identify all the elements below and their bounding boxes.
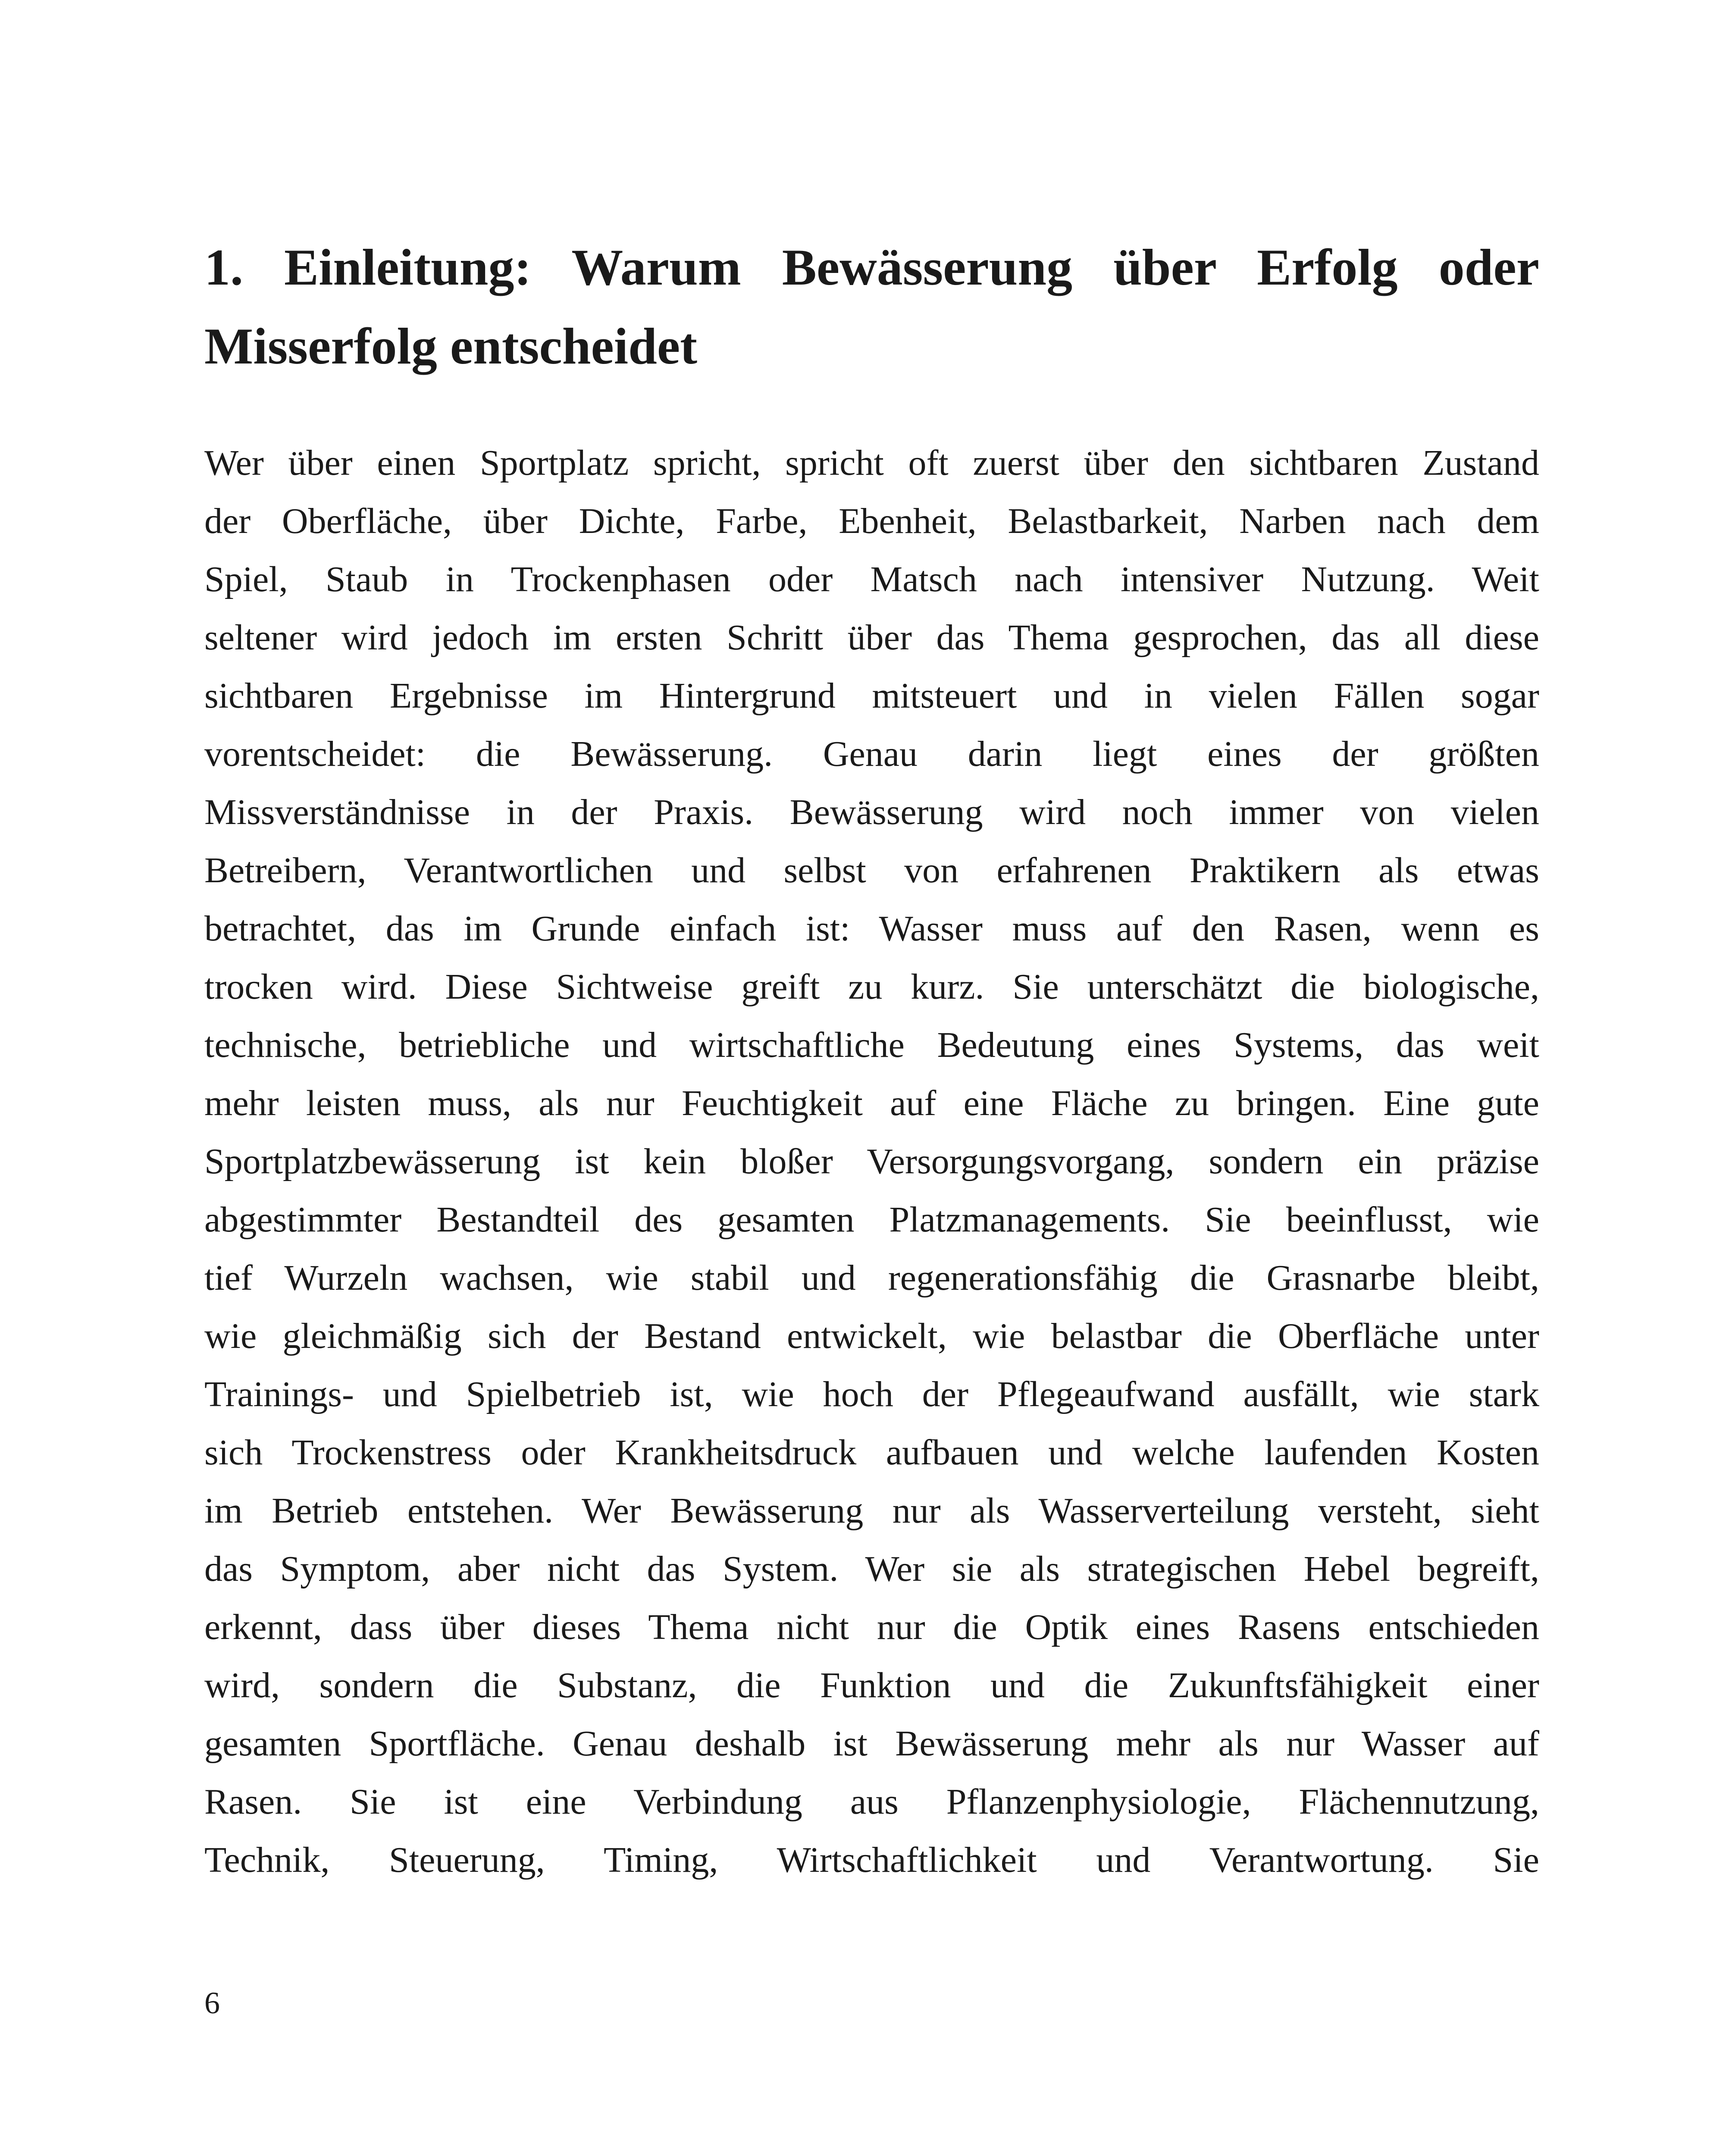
body-line: tief Wurzeln wachsen, wie stabil und regenerationsfähig die Grasnarbe bleibt, [204, 1258, 1539, 1298]
body-line: Betreibern, Verantwortlichen und selbst von erfahrenen Praktikern als etwas [204, 850, 1539, 890]
body-line: mehr leisten muss, als nur Feuchtigkeit auf eine Fläche zu bringen. Eine gute [204, 1083, 1539, 1123]
body-line: Rasen. Sie ist eine Verbindung aus Pflanzenphysiologie, Flächennutzung, [204, 1782, 1539, 1822]
body-line: abgestimmter Bestandteil des gesamten Platzmanagements. Sie beeinflusst, wie [204, 1200, 1539, 1240]
body-line: Wer über einen Sportplatz spricht, spricht oft zuerst über den sichtbaren Zustand [204, 443, 1539, 483]
body-line: der Oberfläche, über Dichte, Farbe, Ebenheit, Belastbarkeit, Narben nach dem [204, 501, 1539, 541]
body-line: vorentscheidet: die Bewässerung. Genau darin liegt eines der größten [204, 734, 1539, 774]
body-line: gesamten Sportfläche. Genau deshalb ist Bewässerung mehr als nur Wasser auf [204, 1724, 1539, 1764]
body-line: wie gleichmäßig sich der Bestand entwickelt, wie belastbar die Oberfläche unter [204, 1316, 1539, 1356]
body-line: Technik, Steuerung, Timing, Wirtschaftlichkeit und Verantwortung. Sie [204, 1840, 1539, 1880]
body-line: im Betrieb entstehen. Wer Bewässerung nur als Wasserverteilung versteht, sieht [204, 1491, 1539, 1531]
body-line: Sportplatzbewässerung ist kein bloßer Versorgungsvorgang, sondern ein präzise [204, 1141, 1539, 1181]
body-line: Spiel, Staub in Trockenphasen oder Matsch nach intensiver Nutzung. Weit [204, 559, 1539, 599]
body-line: technische, betriebliche und wirtschaftliche Bedeutung eines Systems, das weit [204, 1025, 1539, 1065]
body-line: erkennt, dass über dieses Thema nicht nur die Optik eines Rasens entschieden [204, 1607, 1539, 1647]
body-line: das Symptom, aber nicht das System. Wer sie als strategischen Hebel begreift, [204, 1549, 1539, 1589]
body-paragraph [204, 434, 1539, 1889]
body-line: seltener wird jedoch im ersten Schritt über das Thema gesprochen, das all diese [204, 617, 1539, 658]
page-number: 6 [204, 1986, 220, 2020]
chapter-heading: 1. Einleitung: Warum Bewässerung über Erfolg oder Misserfolg entscheidet [204, 238, 1539, 375]
body-line: wird, sondern die Substanz, die Funktion und die Zukunftsfähigkeit einer [204, 1665, 1539, 1705]
body-line: betrachtet, das im Grunde einfach ist: Wasser muss auf den Rasen, wenn es [204, 909, 1539, 949]
body-line: sich Trockenstress oder Krankheitsdruck aufbauen und welche laufenden Kosten [204, 1432, 1539, 1473]
body-line: trocken wird. Diese Sichtweise greift zu kurz. Sie unterschätzt die biologische, [204, 967, 1539, 1007]
body-line: Missverständnisse in der Praxis. Bewässerung wird noch immer von vielen [204, 792, 1539, 832]
body-line: sichtbaren Ergebnisse im Hintergrund mitsteuert und in vielen Fällen sogar [204, 676, 1539, 716]
body-line: Trainings- und Spielbetrieb ist, wie hoch der Pflegeaufwand ausfällt, wie stark [204, 1374, 1539, 1414]
